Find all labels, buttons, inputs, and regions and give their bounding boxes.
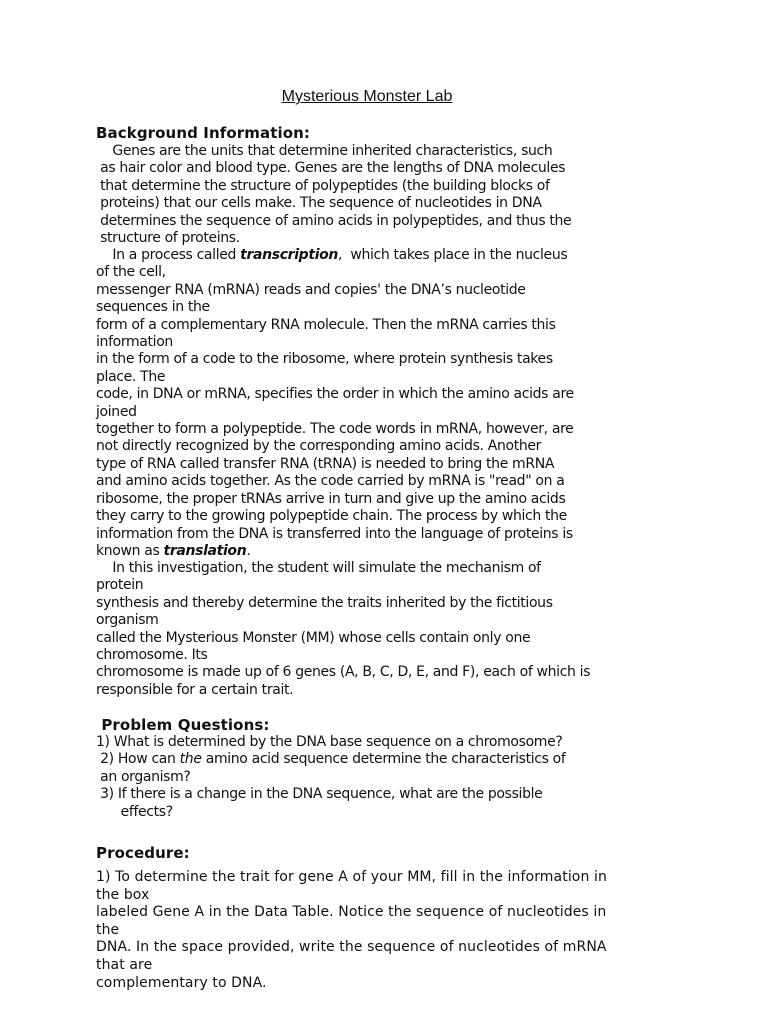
text-line: form of a complementary RNA molecule. Then the mRNA carries this — [96, 316, 556, 333]
text-line: complementary to DNA. — [96, 974, 267, 991]
text-line: DNA. In the space provided, write the sequence of nucleotides of mRNA — [96, 939, 607, 956]
text-line: of the cell, — [96, 264, 166, 281]
text-line: that determine the structure of polypeptides (the building blocks of — [96, 177, 550, 194]
text-line: code, in DNA or mRNA, specifies the order in which the amino acids are — [96, 386, 574, 403]
text-line — [96, 247, 656, 264]
text-line: synthesis and thereby determine the traits inherited by the fictitious — [96, 594, 553, 611]
text-line: that are — [96, 956, 153, 973]
procedure-heading: Procedure: — [96, 844, 190, 862]
text-line: Genes are the units that determine inherited characteristics, such — [96, 143, 553, 159]
text-line: the — [96, 921, 120, 938]
text-line: and amino acids together. As the code carried by mRNA is "read" on a — [96, 473, 565, 490]
text-line: ribosome, the proper tRNAs arrive in turn and give up the amino acids — [96, 490, 566, 507]
background-heading: Background Information: — [96, 124, 311, 142]
procedure-step-1 — [96, 869, 656, 992]
text-segment: , which takes place in the nucleus — [338, 247, 568, 263]
text-line: in the form of a code to the ribosome, where protein synthesis takes — [96, 351, 553, 368]
problem-questions-list — [96, 734, 656, 821]
background-paragraph-3 — [96, 560, 656, 699]
text-line: chromosome is made up of 6 genes (A, B, C, D, E, and F), each of which is — [96, 664, 591, 681]
question-2-continued: an organism? — [96, 768, 191, 785]
page-title: Mysterious Monster Lab — [281, 88, 453, 105]
text-line: type of RNA called transfer RNA (tRNA) is needed to bring the mRNA — [96, 455, 555, 472]
text-line: not directly recognized by the corresponding amino acids. Another — [96, 438, 542, 455]
text-line: place. The — [96, 368, 166, 385]
text-line: In this investigation, the student will simulate the mechanism of — [96, 560, 541, 576]
text-line — [96, 543, 656, 560]
term-translation: translation — [163, 542, 247, 559]
text-line: determines the sequence of amino acids in polypeptides, and thus the — [96, 212, 572, 229]
text-line: information — [96, 334, 173, 351]
text-line: they carry to the growing polypeptide chain. The process by which the — [96, 508, 567, 525]
question-2 — [96, 751, 656, 768]
text-line: structure of proteins. — [96, 230, 240, 247]
question-1: 1) What is determined by the DNA base sequence on a chromosome? — [96, 734, 563, 750]
text-line: together to form a polypeptide. The code words in mRNA, however, are — [96, 421, 574, 438]
text-line: called the Mysterious Monster (MM) whose cells contain only one — [96, 629, 531, 646]
text-line: chromosome. Its — [96, 647, 208, 664]
text-line: the box — [96, 886, 150, 903]
text-segment: amino acid sequence determine the characteristics of — [201, 751, 566, 768]
text-segment: In a process called — [96, 247, 241, 263]
text-line: labeled Gene A in the Data Table. Notice the sequence of nucleotides in — [96, 904, 607, 921]
text-line: protein — [96, 577, 144, 594]
text-line: 1) To determine the trait for gene A of your MM, fill in the information in — [96, 869, 607, 885]
text-line: messenger RNA (mRNA) reads and copies' the DNA’s nucleotide — [96, 281, 526, 298]
text-line: information from the DNA is transferred into the language of proteins is — [96, 525, 573, 542]
text-emphasis: the — [179, 751, 202, 768]
problem-questions-heading: Problem Questions: — [96, 716, 270, 734]
question-3: 3) If there is a change in the DNA sequence, what are the possible — [96, 786, 543, 803]
text-line: sequences in the — [96, 299, 210, 316]
question-3-continued: effects? — [96, 803, 173, 820]
background-paragraph-1 — [96, 143, 656, 247]
term-transcription: transcription — [240, 247, 339, 263]
text-line: proteins) that our cells make. The sequence of nucleotides in DNA — [96, 195, 542, 212]
text-line: joined — [96, 403, 137, 420]
text-line: organism — [96, 612, 159, 629]
text-line: responsible for a certain trait. — [96, 681, 294, 698]
text-line: as hair color and blood type. Genes are the lengths of DNA molecules — [96, 160, 566, 177]
background-paragraph-2 — [96, 247, 656, 560]
text-segment: known as — [96, 542, 164, 559]
text-segment: . — [246, 542, 251, 559]
text-segment: 2) How can — [96, 751, 180, 768]
